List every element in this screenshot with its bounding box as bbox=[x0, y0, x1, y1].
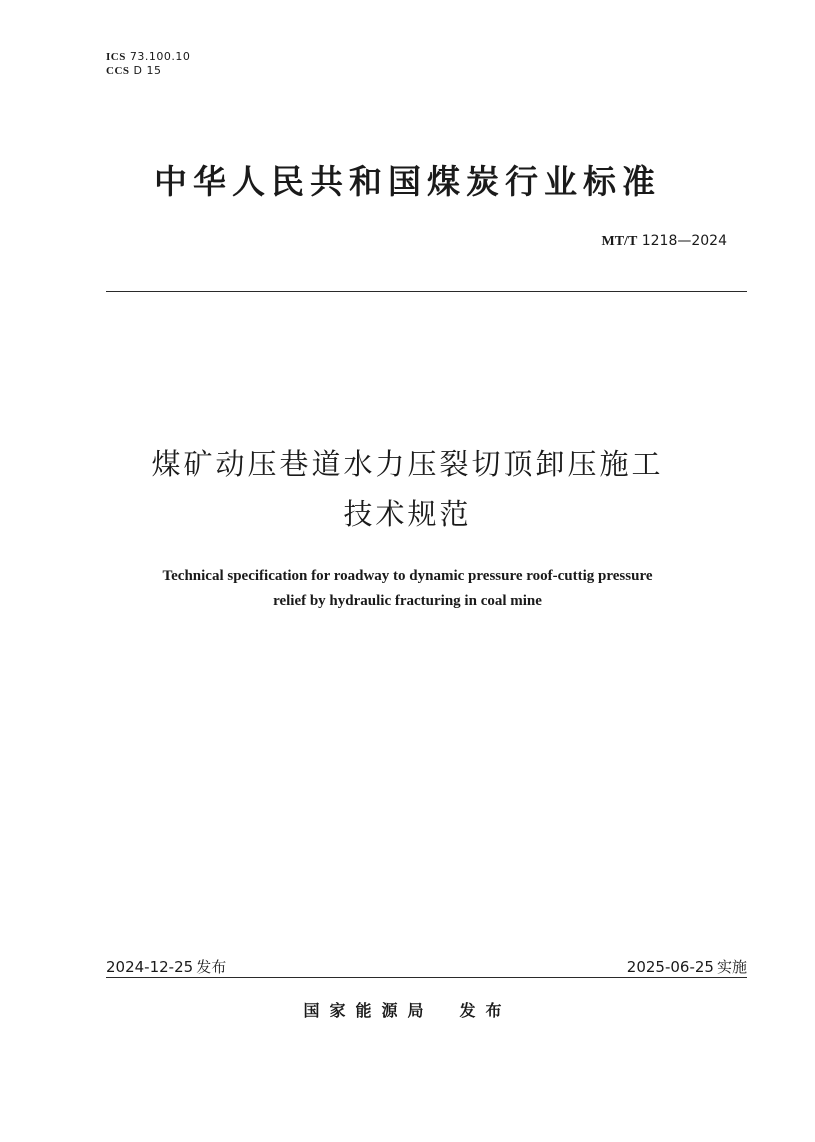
top-divider bbox=[106, 291, 747, 292]
issue-date-value: 2024-12-25 bbox=[106, 958, 194, 976]
publisher-action: 发布 bbox=[459, 1001, 512, 1020]
english-title-line-1: Technical specification for roadway to dynamic pressure roof-cuttig pressure bbox=[162, 568, 653, 584]
publisher bbox=[0, 1000, 815, 1022]
standard-code: 1218—2024 bbox=[641, 233, 727, 249]
standard-prefix: MT/T bbox=[601, 234, 638, 249]
effective-date-value: 2025-06-25 bbox=[626, 958, 714, 976]
issue-date-label: 发布 bbox=[196, 958, 227, 976]
chinese-title-line-2: 技术规范 bbox=[343, 497, 472, 531]
industry-standard-title: 中华人民共和国煤炭行业标准 bbox=[154, 162, 661, 201]
bottom-divider bbox=[106, 977, 747, 978]
chinese-title-line-1: 煤矿动压巷道水力压裂切顶卸压施工 bbox=[151, 447, 664, 481]
ics-code bbox=[106, 50, 190, 64]
effective-date bbox=[627, 957, 747, 977]
ics-value: 73.100.10 bbox=[129, 50, 191, 63]
ccs-code bbox=[106, 64, 190, 78]
issue-date bbox=[106, 957, 226, 977]
effective-date-label: 实施 bbox=[716, 958, 747, 976]
ics-key: ICS bbox=[106, 51, 126, 63]
classification-codes bbox=[106, 50, 190, 78]
ccs-value: D 15 bbox=[133, 64, 162, 77]
publisher-org: 国家能源局 bbox=[303, 1001, 434, 1020]
ccs-key: CCS bbox=[106, 65, 130, 77]
english-title-line-2: relief by hydraulic fracturing in coal mine bbox=[273, 593, 542, 609]
standard-number bbox=[602, 232, 728, 251]
